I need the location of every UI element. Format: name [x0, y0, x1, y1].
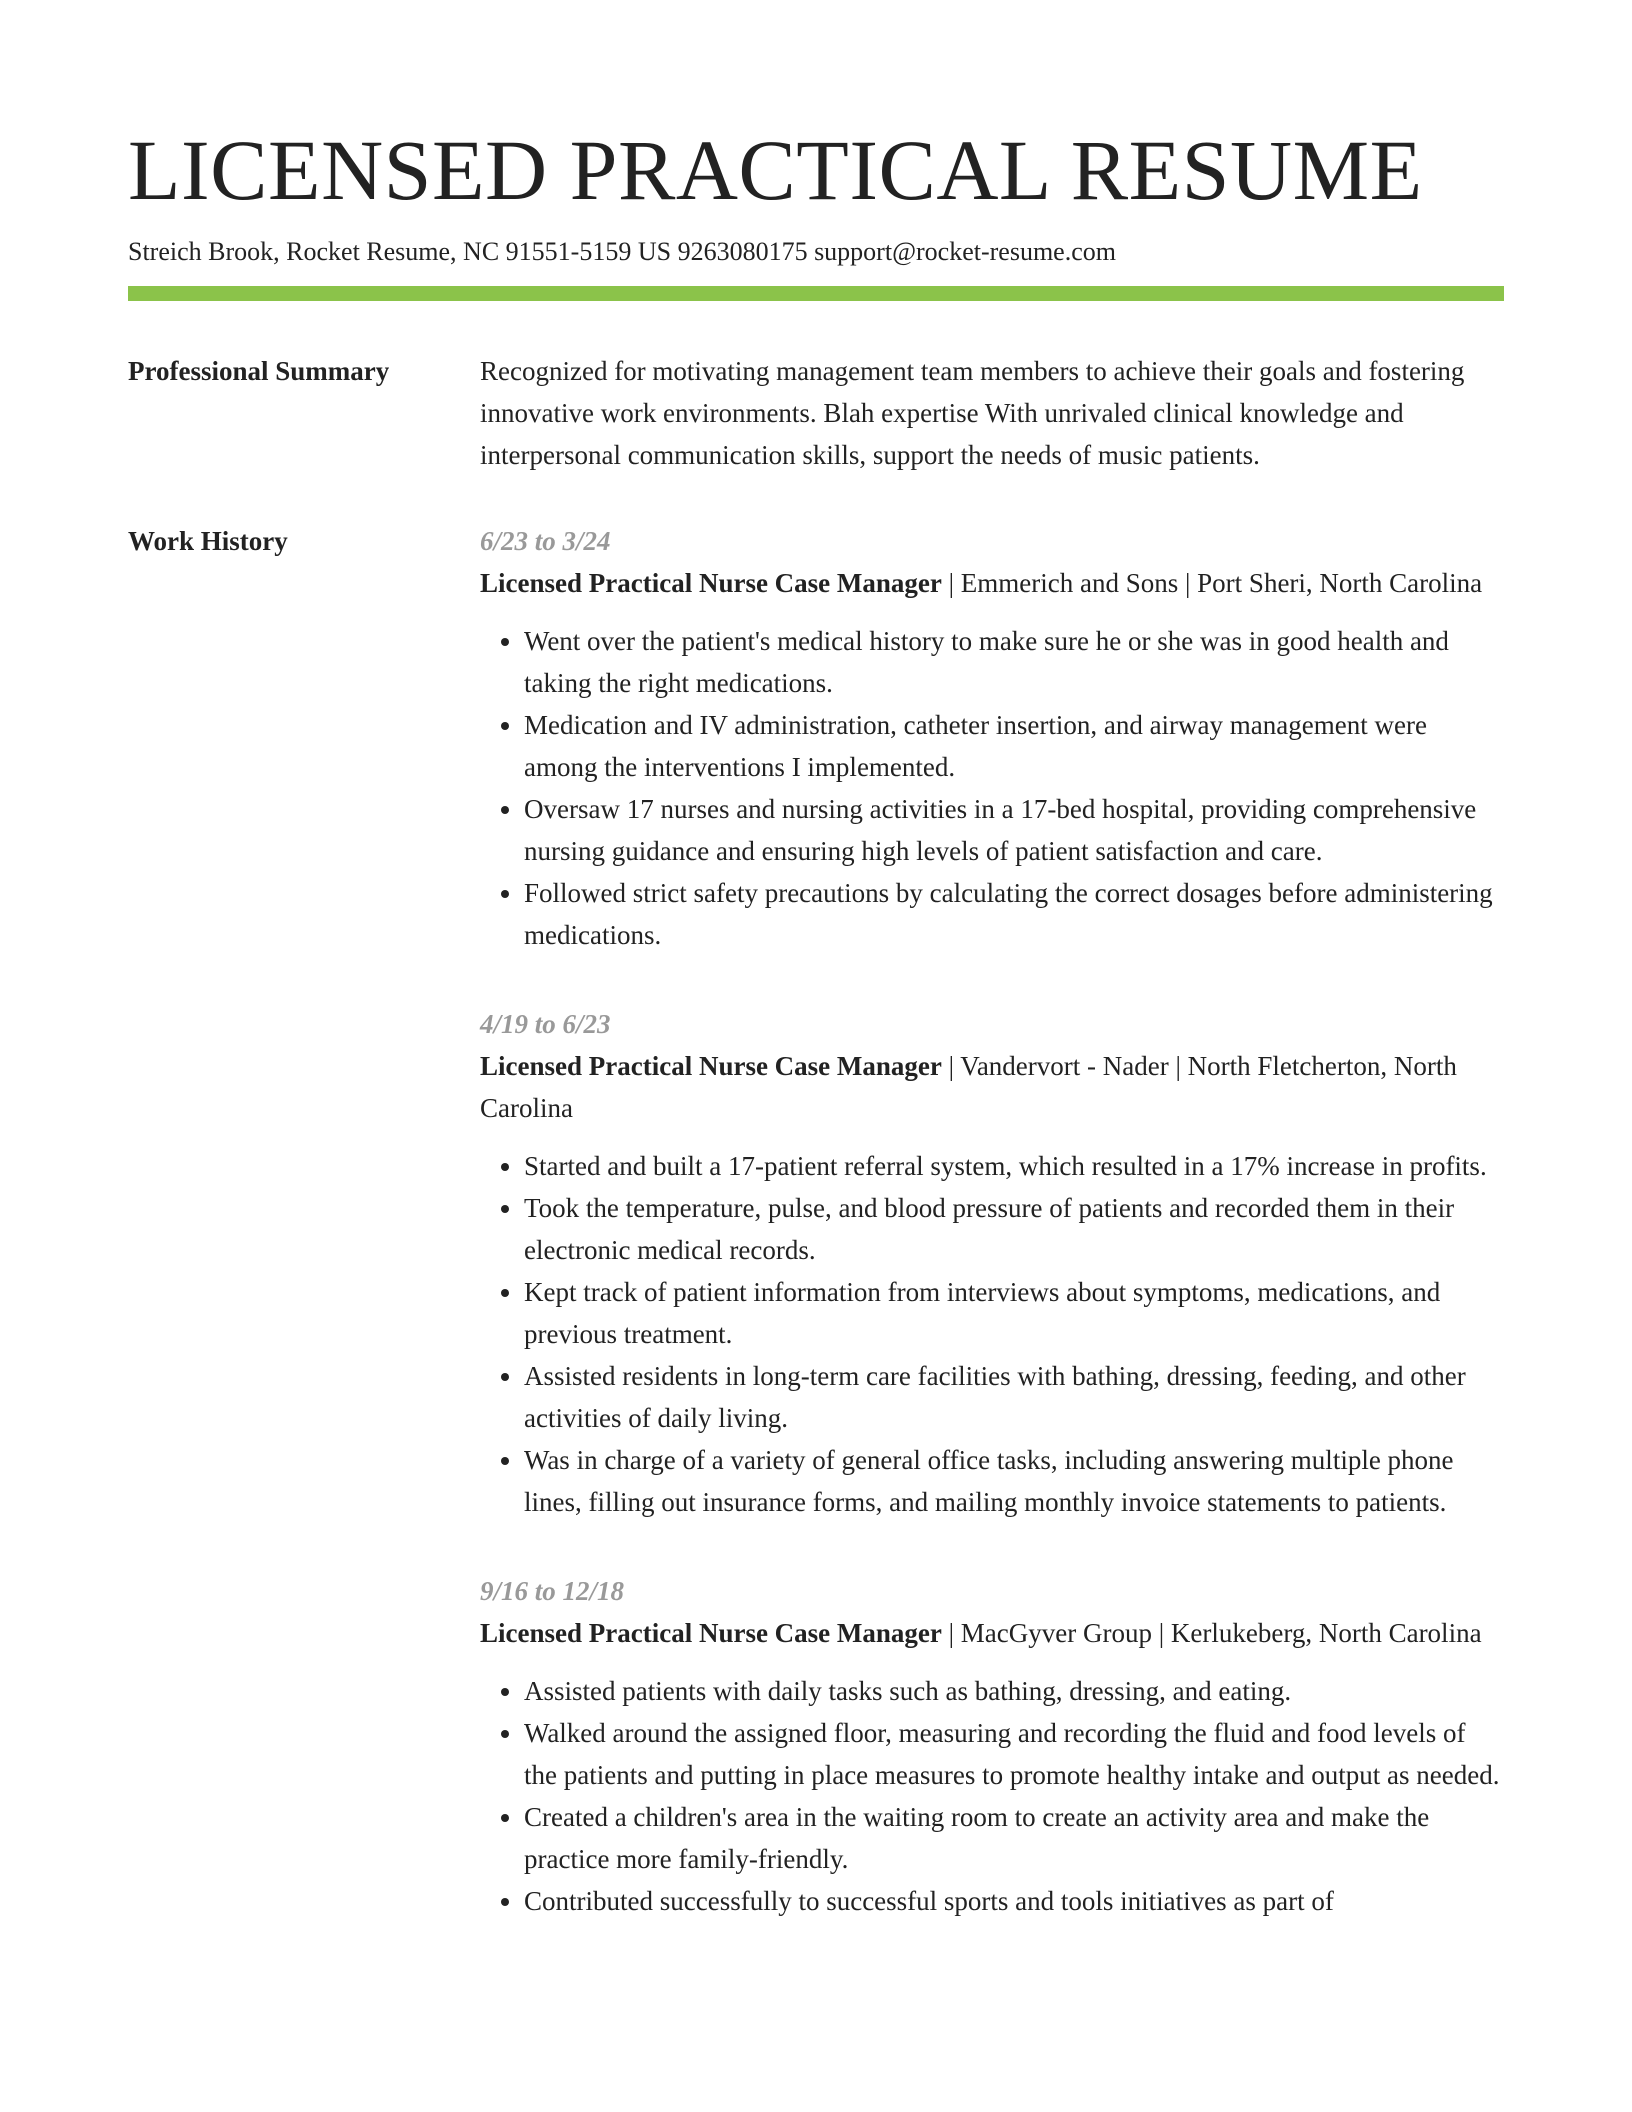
job-title: Licensed Practical Nurse Case Manager — [480, 1051, 942, 1081]
job-details: | MacGyver Group | Kerlukeberg, North Carolina — [941, 1618, 1482, 1648]
section-label-professional-summary: Professional Summary — [128, 356, 390, 386]
job-entry — [480, 1003, 1504, 1523]
professional-summary-section — [128, 350, 1504, 476]
job-bullet: • Oversaw 17 nurses and nursing activities in a 17-bed hospital, providing comprehensive nursing guidance and ensuring high levels of patient satisfaction and care. — [524, 788, 1504, 872]
job-heading — [480, 1612, 1504, 1654]
section-label-work-history: Work History — [128, 526, 288, 556]
job-bullets — [480, 1145, 1504, 1523]
resume-sections — [128, 350, 1504, 1969]
job-bullet: • Kept track of patient information from interviews about symptoms, medications, and previous treatment. — [524, 1271, 1504, 1355]
work-history-body — [480, 520, 1504, 1969]
job-details: | Emmerich and Sons | Port Sheri, North Carolina — [941, 568, 1483, 598]
job-bullet: • Was in charge of a variety of general office tasks, including answering multiple phone lines, filling out insurance forms, and mailing monthly invoice statements to patients. — [524, 1439, 1504, 1523]
job-heading — [480, 562, 1504, 604]
job-title: Licensed Practical Nurse Case Manager — [480, 568, 942, 598]
job-bullets — [480, 620, 1504, 956]
job-bullet: • Contributed successfully to successful sports and tools initiatives as part of — [524, 1880, 1504, 1922]
resume-title: LICENSED PRACTICAL RESUME — [128, 122, 1423, 218]
job-bullet: • Walked around the assigned floor, measuring and recording the fluid and food levels of the patients and putting in place measures to promote healthy intake and output as needed. — [524, 1712, 1504, 1796]
job-details: | Vandervort - Nader | North Fletcherton, North Carolina — [480, 1051, 1457, 1123]
summary-text: Recognized for motivating management team members to achieve their goals and fostering innovative work environments. Blah expertise With unrivaled clinical knowledge and interpersonal communication skills, support the needs of music patients. — [480, 356, 1465, 470]
job-bullet: • Went over the patient's medical history to make sure he or she was in good health and taking the right medications. — [524, 620, 1504, 704]
contact-line: Streich Brook, Rocket Resume, NC 91551-5159 US 9263080175 support@rocket-resume.com — [128, 237, 1116, 266]
job-entry — [480, 1570, 1504, 1922]
accent-divider — [128, 286, 1504, 301]
job-dates: 4/19 to 6/23 — [480, 1009, 611, 1039]
resume-header — [128, 118, 1504, 270]
job-dates: 9/16 to 12/18 — [480, 1576, 625, 1606]
summary-body — [480, 350, 1504, 476]
job-bullet: • Took the temperature, pulse, and blood pressure of patients and recorded them in their electronic medical records. — [524, 1187, 1504, 1271]
job-bullet: • Assisted patients with daily tasks such as bathing, dressing, and eating. — [524, 1670, 1504, 1712]
job-bullet: • Followed strict safety precautions by calculating the correct dosages before administering medications. — [524, 872, 1504, 956]
job-bullet: • Assisted residents in long-term care facilities with bathing, dressing, feeding, and other activities of daily living. — [524, 1355, 1504, 1439]
job-heading — [480, 1045, 1504, 1129]
job-entry — [480, 520, 1504, 956]
job-bullet: • Created a children's area in the waiting room to create an activity area and make the practice more family-friendly. — [524, 1796, 1504, 1880]
job-bullets — [480, 1670, 1504, 1922]
work-history-section — [128, 520, 1504, 1969]
job-dates: 6/23 to 3/24 — [480, 526, 611, 556]
job-bullet: • Medication and IV administration, catheter insertion, and airway management were among the interventions I implemented. — [524, 704, 1504, 788]
job-title: Licensed Practical Nurse Case Manager — [480, 1618, 942, 1648]
section-spacer — [128, 476, 1504, 520]
job-bullet: • Started and built a 17-patient referral system, which resulted in a 17% increase in profits. — [524, 1145, 1504, 1187]
